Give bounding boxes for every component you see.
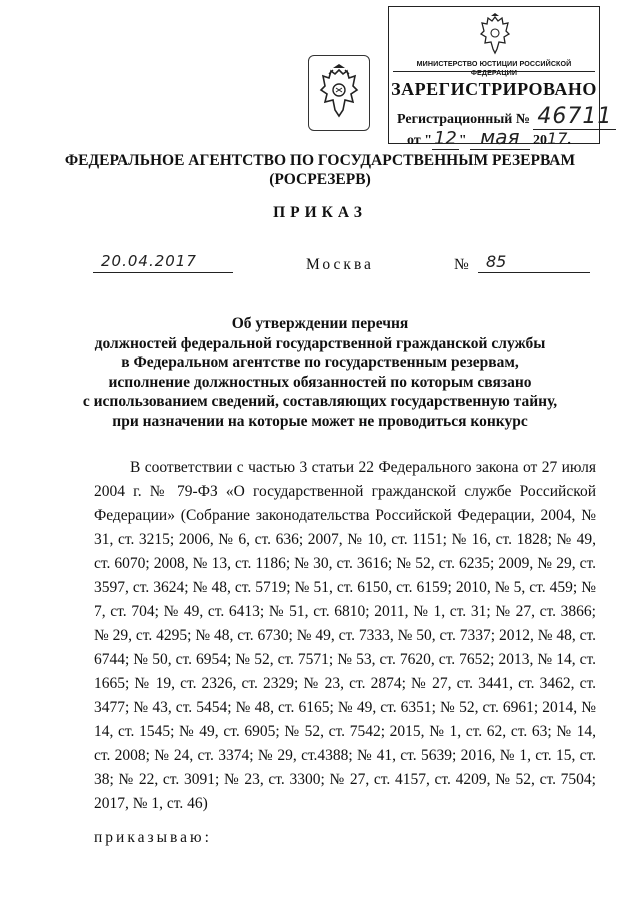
stamp-date-row: от " 12 " мая 2017. — [407, 125, 571, 149]
document-type: ПРИКАЗ — [273, 204, 367, 221]
stamp-date-suffix: . — [567, 133, 571, 148]
order-date-field — [93, 252, 233, 273]
subject-line: должностей федеральной государственной гражданской службы — [94, 334, 546, 352]
city: Москва — [306, 256, 374, 273]
stamp-date-day: 12 — [433, 128, 457, 149]
stamp-divider — [393, 71, 595, 72]
stamp-reg-number-label: Регистрационный № — [397, 112, 530, 127]
agency-name: ФЕДЕРАЛЬНОЕ АГЕНТСТВО ПО ГОСУДАРСТВЕННЫМ РЕЗЕРВАМ — [64, 152, 576, 169]
order-number: 85 — [486, 252, 507, 271]
eagle-icon — [479, 13, 511, 60]
body-paragraph — [94, 456, 596, 816]
agency-short-name: (РОСРЕЗЕРВ) — [269, 171, 371, 188]
stamp-date-prefix: от — [407, 133, 421, 148]
subject-line: при назначении на которые может не проводиться конкурс — [112, 412, 528, 430]
stamp-reg-number-value: 46711 — [533, 104, 616, 130]
order-date: 20.04.2017 — [101, 252, 197, 270]
registration-stamp — [388, 6, 613, 149]
subject-line: в Федеральном агентстве по государственным резервам, — [121, 354, 519, 371]
order-verb: приказываю: — [94, 829, 212, 846]
stamp-registered: ЗАРЕГИСТРИРОВАНО — [391, 79, 597, 99]
order-subject — [80, 314, 560, 431]
order-number-field — [478, 252, 590, 273]
subject-line: с использованием сведений, составляющих государственную тайну, — [82, 393, 558, 410]
stamp-date-year-prefix: 20 — [533, 133, 548, 148]
coat-of-arms-icon — [308, 55, 370, 131]
stamp-ministry: МИНИСТЕРСТВО ЮСТИЦИИ РОССИЙСКОЙ ФЕДЕРАЦИИ — [416, 59, 572, 77]
subject-line: Об утверждении перечня — [231, 315, 409, 332]
order-number-label: № — [454, 256, 469, 273]
stamp-date-year-suffix: 17 — [547, 129, 568, 148]
body-text: В соответствии с частью 3 статьи 22 Федерального закона от 27 июля 2004 г. № 79-ФЗ «О государственной гражданской службе Российской Федерации» (Собрание законодательства Российской Федерации, 2004, № 31, ст. 3215; 2006, № 6, ст. 636; 2007, № 10, ст. 1151; № 16, ст. 1828; № 49, ст. 6070; 2008, № 13, ст. 1186; № 30, ст. 3616; № 52, ст. 6235; 2009, № 29, ст. 3597, ст. 3624; № 48, ст. 5719; № 51, ст. 6150, ст. 6159; 2010, № 5, ст. 459; № 7, ст. 704; № 49, ст. 6413; № 51, ст. 6810; 2011, № 1, ст. 31; № 27, ст. 3866; № 29, ст. 4295; № 48, ст. 6730; № 49, ст. 7333, № 50, ст. 7337; 2012, № 48, ст. 6744; № 50, ст. 6954; № 52, ст. 7571; № 53, ст. 7620, ст. 7652; 2013, № 14, ст. 1665; № 19, ст. 2326, ст. 2329; № 23, ст. 2874; № 27, ст. 3441, ст. 3462, ст. 3477; № 43, ст. 5454; № 48, ст. 6165; № 49, ст. 6351; № 52, ст. 6961; 2014, № 14, ст. 1545; № 49, ст. 6905; № 52, ст. 7542; 2015, № 1, ст. 62, ст. 63; № 14, ст. 2008; № 24, ст. 3374; № 29, ст.4388; № 41, ст. 5639; 2016, № 1, ст. 15, ст. 38; № 22, ст. 3091; № 23, ст. 3300; № 27, ст. 4157, ст. 4209, № 52, ст. 7504; 2017, № 1, ст. 46) — [94, 459, 596, 812]
subject-line: исполнение должностных обязанностей по которым связано — [108, 373, 532, 391]
stamp-date-month: мая — [470, 125, 529, 150]
